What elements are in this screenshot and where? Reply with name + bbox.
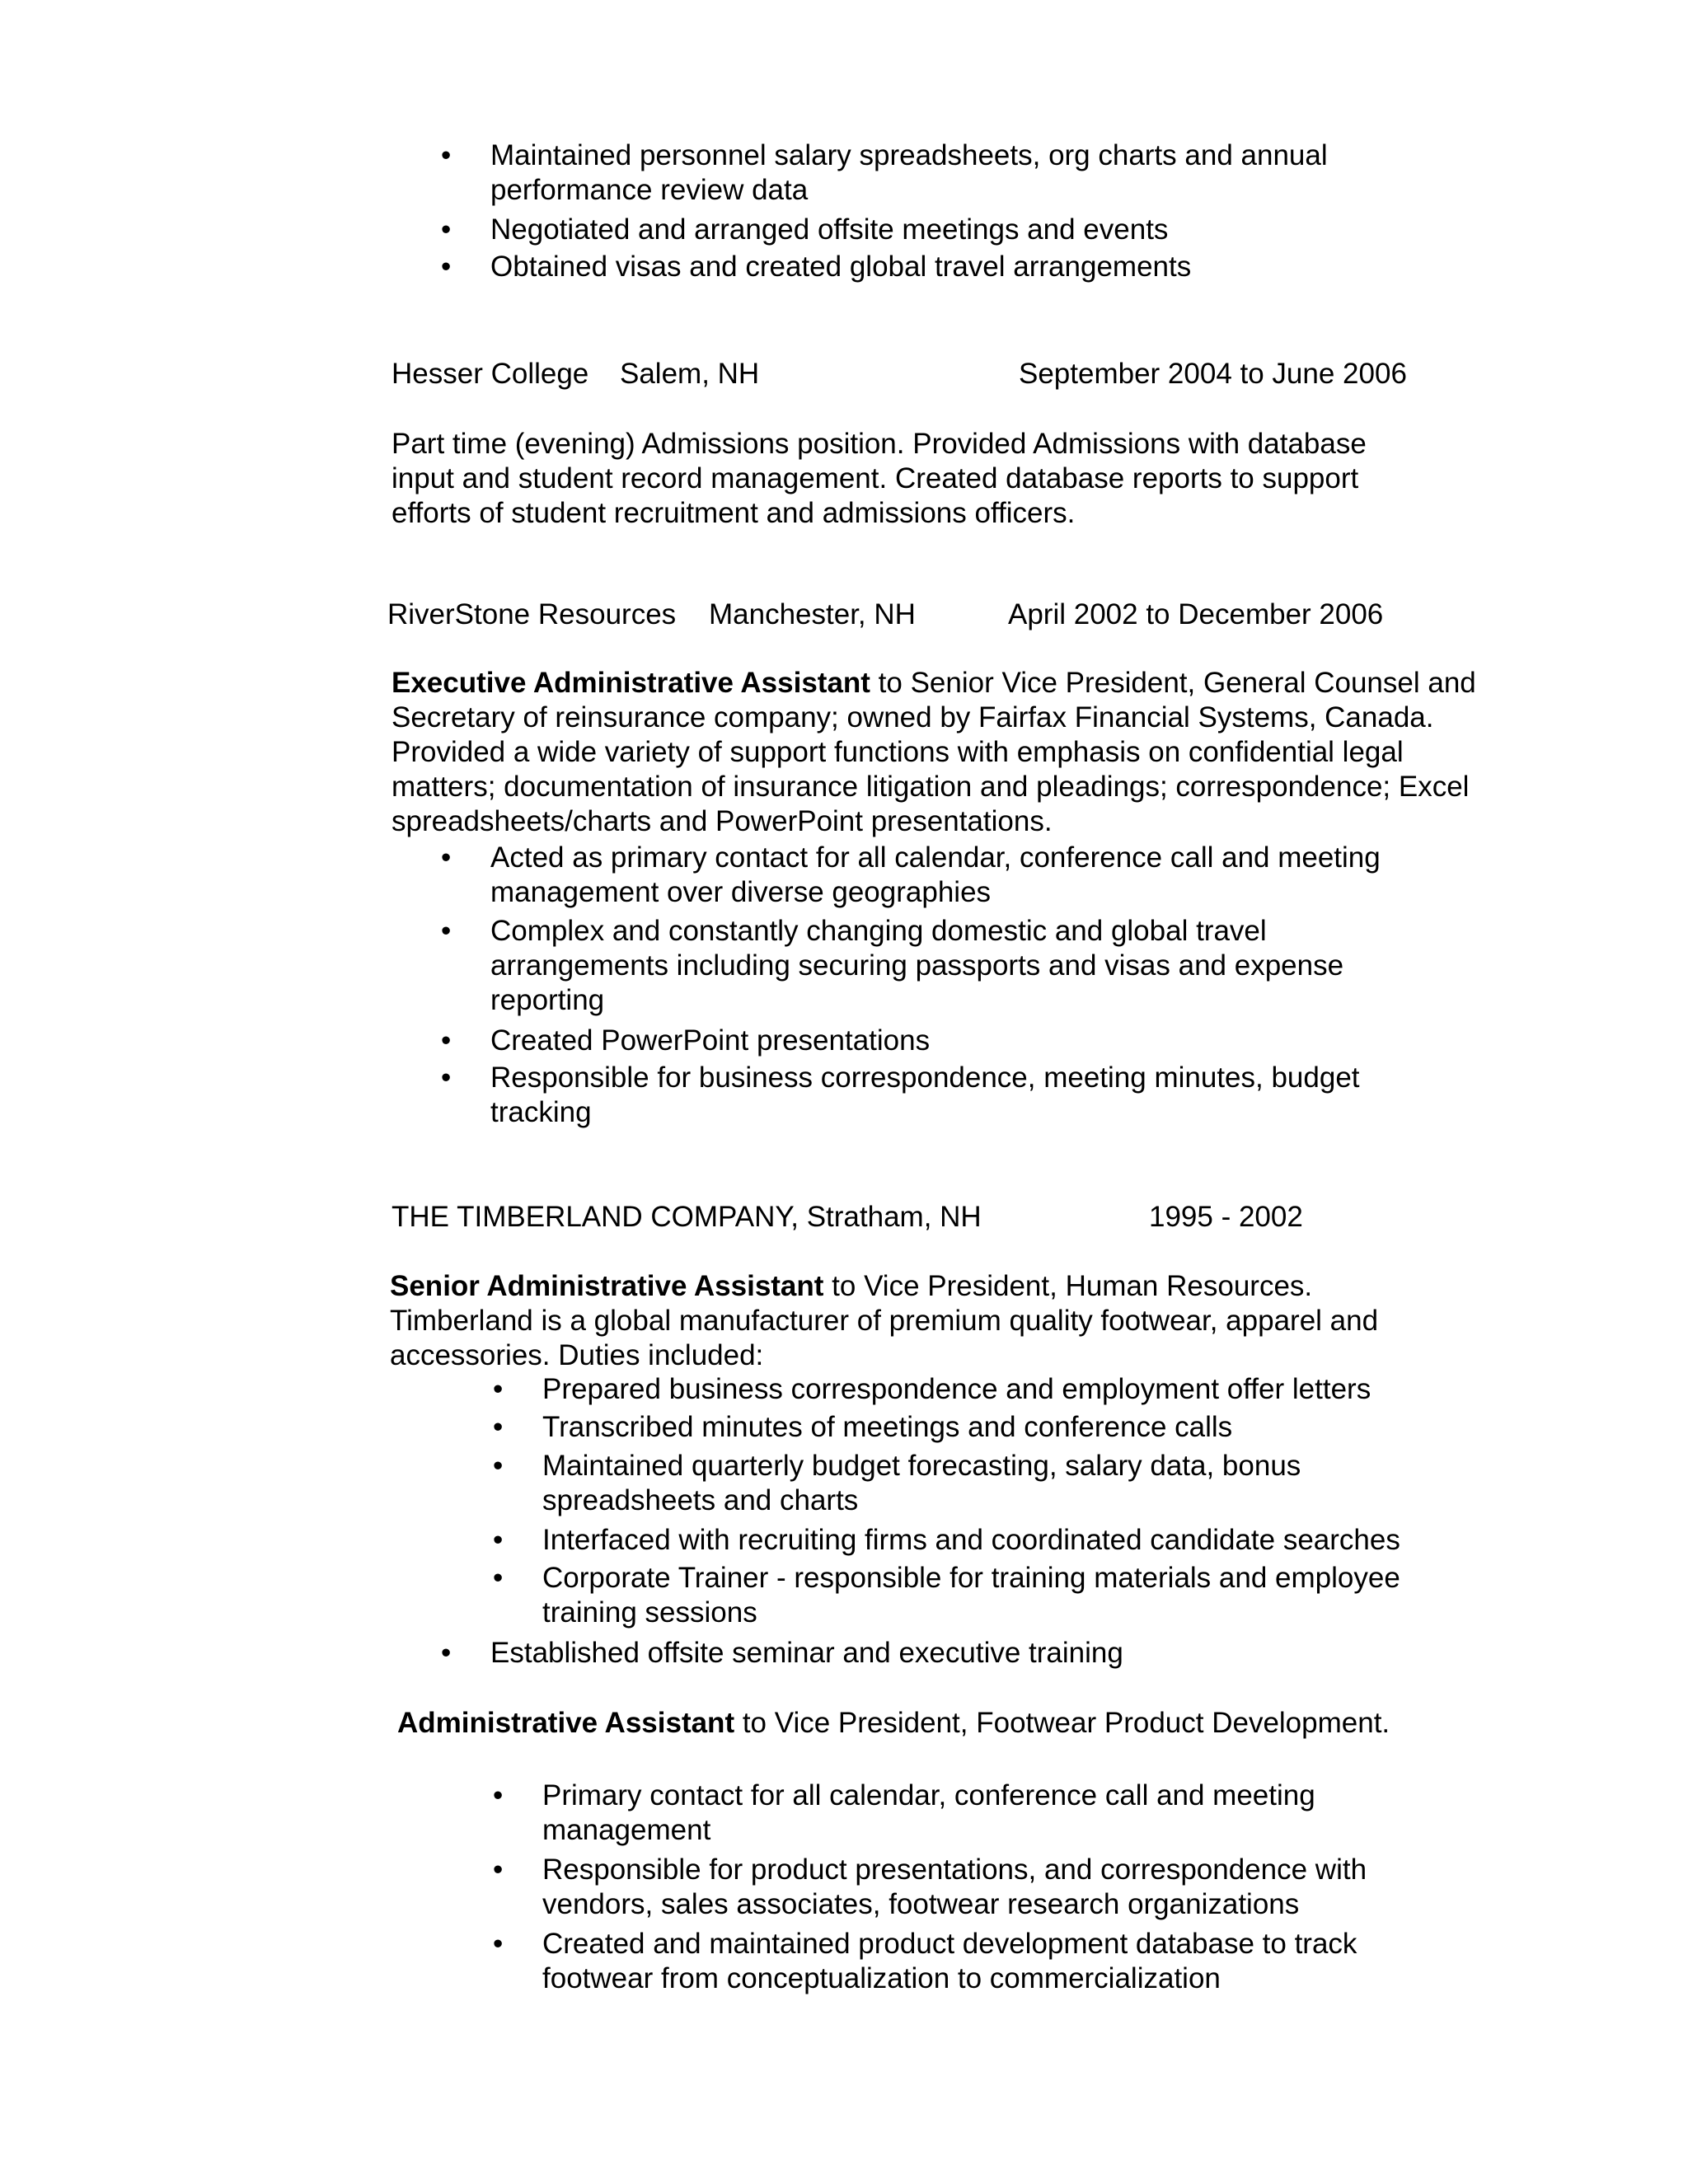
bullet-icon: • <box>493 1854 504 1886</box>
job-description-timberland-2 <box>397 1706 1390 1741</box>
list-item <box>493 1410 1465 1449</box>
employer-name: Hesser College <box>392 358 589 390</box>
list-item <box>441 841 1430 914</box>
bullet-icon: • <box>441 213 452 246</box>
list-item <box>493 1853 1449 1927</box>
job-dates: September 2004 to June 2006 <box>1019 358 1407 390</box>
top-bullet-list <box>441 138 1397 287</box>
bullet-icon: • <box>441 139 452 171</box>
list-item <box>493 1449 1465 1523</box>
bullet-icon: • <box>493 1779 504 1811</box>
bullet-text: Responsible for business correspondence, meeting minutes, budget tracking <box>490 1062 1360 1128</box>
job-dates: April 2002 to December 2006 <box>1008 598 1384 630</box>
bullet-icon: • <box>493 1562 504 1594</box>
bullet-icon: • <box>441 915 452 947</box>
bullet-text: Acted as primary contact for all calendar, conference call and meeting management over diverse geographies <box>490 841 1381 908</box>
bullet-text: Obtained visas and created global travel arrangements <box>490 251 1192 283</box>
list-item <box>441 213 1397 250</box>
bullet-text: Complex and constantly changing domestic and global travel arrangements including securing passports and visas and expense reporting <box>490 915 1344 1016</box>
list-item <box>441 250 1397 287</box>
list-item <box>493 1779 1449 1853</box>
job-summary: to Senior Vice President, General Counsel and Secretary of reinsurance company; owned by Fairfax Financial Systems, Canada. Provided a wide variety of support functions with emphasis on confidential legal matters; documentation of insurance litigation and pleadings; correspondence; Excel spreadsheets/charts and PowerPoint presentations. <box>392 667 1476 837</box>
bullet-text: Transcribed minutes of meetings and conference calls <box>542 1411 1233 1443</box>
bullet-text: Maintained quarterly budget forecasting, salary data, bonus spreadsheets and charts <box>542 1450 1301 1516</box>
employer-name: THE TIMBERLAND COMPANY, Stratham, NH <box>392 1201 982 1233</box>
list-item <box>493 1927 1449 2001</box>
list-item <box>441 1636 1430 1673</box>
bullet-icon: • <box>493 1524 504 1556</box>
list-item <box>493 1523 1465 1561</box>
bullet-icon: • <box>441 251 452 283</box>
job-title: Administrative Assistant <box>397 1707 735 1739</box>
job-title: Executive Administrative Assistant <box>392 667 870 699</box>
bullet-icon: • <box>493 1373 504 1405</box>
bullet-icon: • <box>441 841 452 874</box>
bullet-icon: • <box>493 1411 504 1443</box>
timberland-inner-bullet-list <box>493 1372 1465 1635</box>
job-header-hesser <box>392 357 588 391</box>
job-summary: to Vice President, Human Resources. Timberland is a global manufacturer of premium quality footwear, apparel and accessories. Duties included: <box>390 1270 1379 1371</box>
list-item <box>493 1372 1465 1410</box>
bullet-icon: • <box>441 1062 452 1094</box>
bullet-text: Created and maintained product development database to track footwear from conceptualization to commercialization <box>542 1928 1357 1994</box>
job-description-riverstone <box>392 666 1479 839</box>
list-item <box>441 138 1397 213</box>
list-item <box>493 1561 1465 1635</box>
bullet-text: Primary contact for all calendar, conference call and meeting management <box>542 1779 1315 1846</box>
bullet-icon: • <box>441 1637 452 1669</box>
bullet-icon: • <box>493 1928 504 1960</box>
job-location: Salem, NH <box>620 358 760 390</box>
bullet-text: Established offsite seminar and executive training <box>490 1637 1123 1669</box>
bullet-text: Corporate Trainer - responsible for training materials and employee training sessions <box>542 1562 1400 1629</box>
bullet-text: Maintained personnel salary spreadsheets, org charts and annual performance review data <box>490 139 1328 206</box>
job-description-hesser: Part time (evening) Admissions position. Provided Admissions with database input and student record management. Created database reports to support efforts of student recruitment and admissions officers. <box>392 428 1367 529</box>
employer-name: RiverStone Resources <box>387 598 677 630</box>
job-dates: 1995 - 2002 <box>1149 1201 1303 1233</box>
job-summary: to Vice President, Footwear Product Development. <box>734 1707 1390 1739</box>
bullet-text: Prepared business correspondence and employment offer letters <box>542 1373 1372 1405</box>
bullet-text: Created PowerPoint presentations <box>490 1024 931 1057</box>
job-location: Manchester, NH <box>709 598 916 630</box>
timberland-product-bullet-list <box>493 1779 1449 2001</box>
bullet-icon: • <box>441 1024 452 1057</box>
riverstone-bullet-list <box>441 841 1430 1134</box>
bullet-icon: • <box>493 1450 504 1482</box>
list-item <box>441 914 1430 1024</box>
timberland-outer-bullet-list <box>441 1636 1430 1673</box>
bullet-text: Responsible for product presentations, and correspondence with vendors, sales associates, footwear research organizations <box>542 1854 1367 1920</box>
bullet-text: Interfaced with recruiting firms and coordinated candidate searches <box>542 1524 1400 1556</box>
job-title: Senior Administrative Assistant <box>390 1270 824 1302</box>
bullet-text: Negotiated and arranged offsite meetings and events <box>490 213 1169 246</box>
job-description-timberland <box>390 1269 1445 1373</box>
list-item <box>441 1061 1430 1134</box>
list-item <box>441 1024 1430 1061</box>
